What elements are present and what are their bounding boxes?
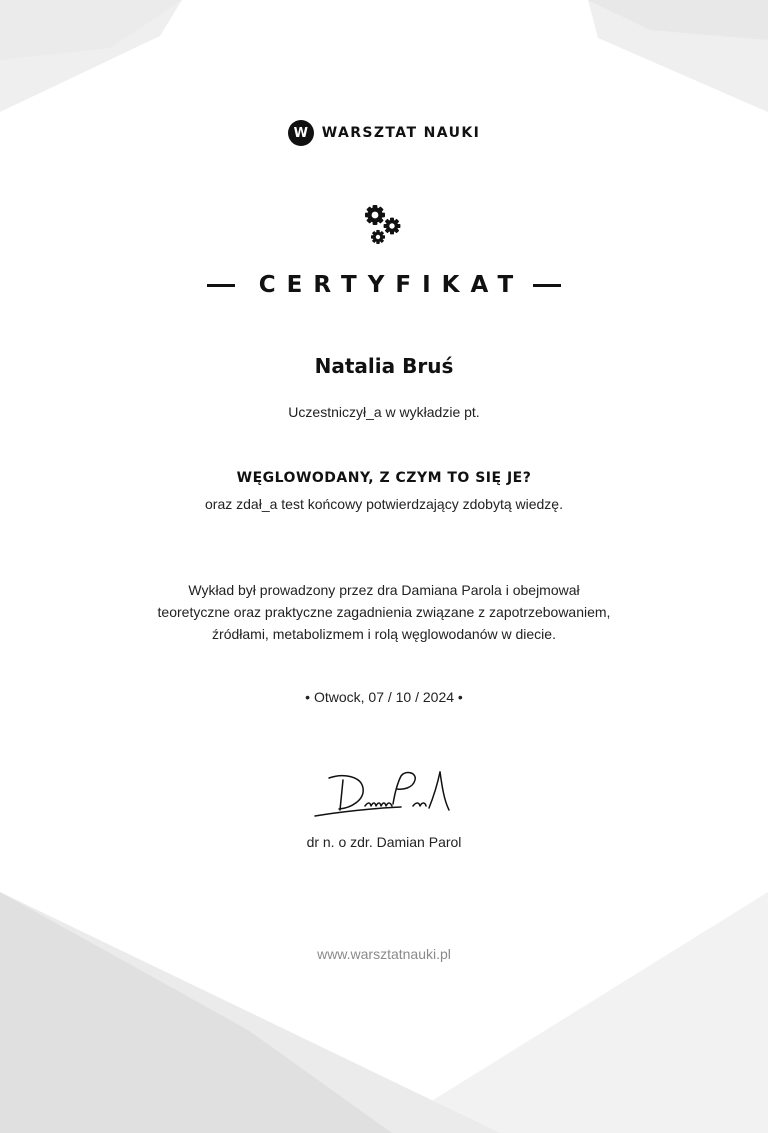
title-dash-right bbox=[533, 284, 561, 287]
signature-image bbox=[309, 768, 459, 824]
bottom-left-dark-shape bbox=[0, 892, 392, 1133]
website-link[interactable]: www.warsztatnauki.pl bbox=[317, 946, 451, 962]
brand-name: WARSZTAT NAUKI bbox=[321, 125, 481, 141]
gears-icon-wrapper bbox=[0, 202, 768, 248]
certificate-title: CERTYFIKAT bbox=[258, 272, 525, 298]
description-line: źródłami, metabolizmem i rolą węglowodanów w diecie. bbox=[212, 626, 556, 642]
recipient-name: Natalia Bruś bbox=[314, 354, 454, 378]
certificate-title-row bbox=[0, 268, 768, 302]
description-line: teoretyczne oraz praktyczne zagadnienia związane z zapotrzebowaniem, bbox=[157, 604, 611, 620]
description-line: Wykład był prowadzony przez dra Damiana Parola i obejmował bbox=[188, 582, 580, 598]
signer-name: dr n. o zdr. Damian Parol bbox=[306, 834, 462, 850]
bottom-right-light-shape bbox=[380, 892, 768, 1133]
place-and-date: • Otwock, 07 / 10 / 2024 • bbox=[305, 689, 463, 705]
brand-header bbox=[0, 118, 768, 148]
signature-wrapper bbox=[0, 768, 768, 824]
participation-text: Uczestniczył_a w wykładzie pt. bbox=[288, 404, 480, 420]
test-completion-text: oraz zdał_a test końcowy potwierdzający zdobytą wiedzę. bbox=[205, 496, 563, 512]
title-dash-left bbox=[207, 284, 235, 287]
brand-logo-icon: W bbox=[288, 120, 314, 146]
gears-icon bbox=[362, 202, 406, 246]
lecture-description bbox=[0, 579, 768, 645]
lecture-title: WĘGLOWODANY, Z CZYM TO SIĘ JE? bbox=[236, 470, 532, 486]
